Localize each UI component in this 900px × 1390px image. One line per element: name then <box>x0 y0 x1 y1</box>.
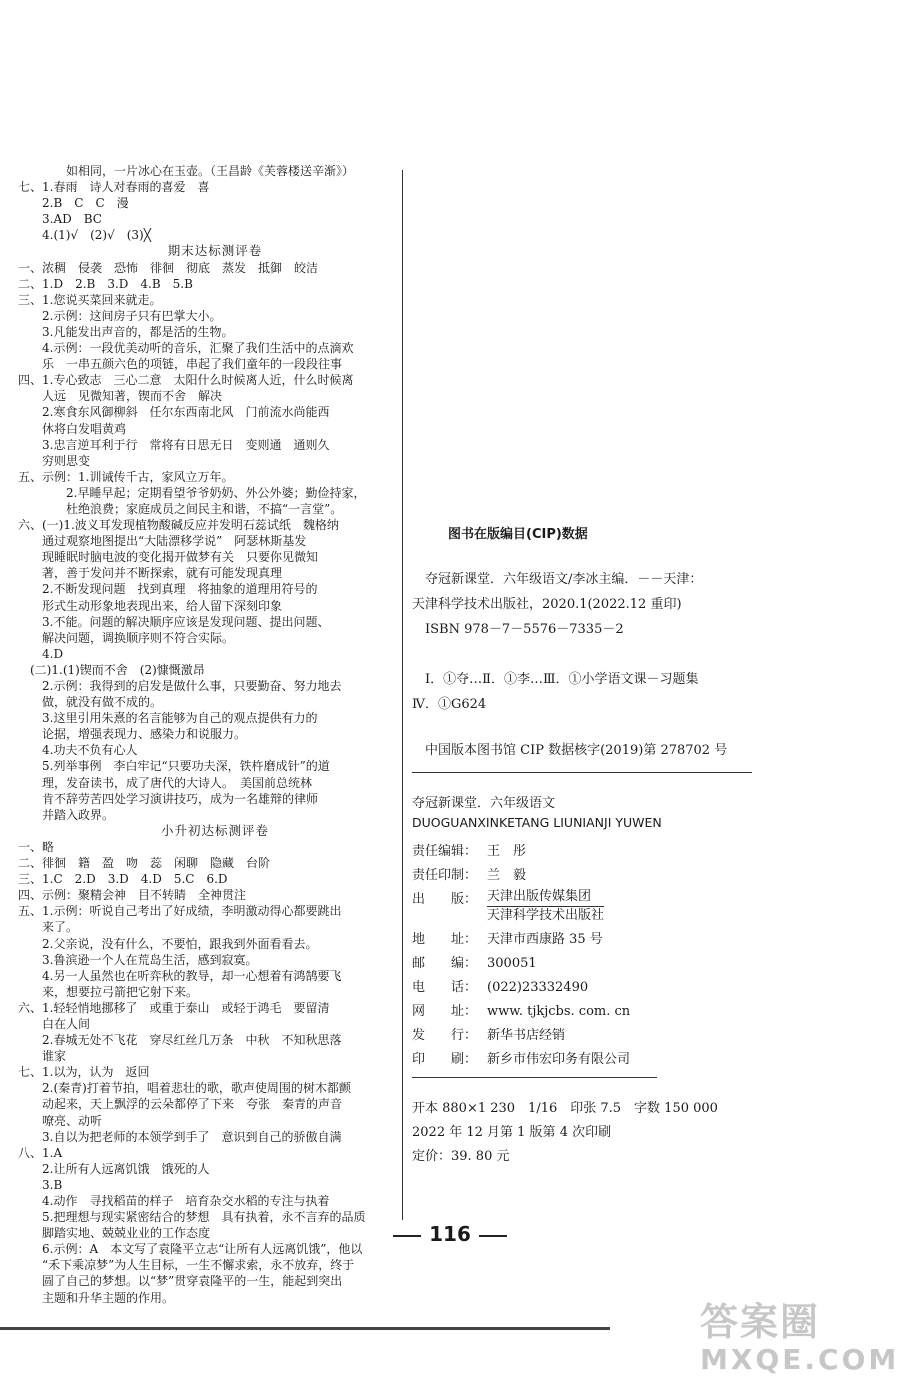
answer-line: 三、1.您说买菜回来就走。 <box>18 292 162 307</box>
answer-line: 3.AD BC <box>18 212 102 227</box>
imprint-printer-value: 新乡市伟宏印务有限公司 <box>487 1052 631 1067</box>
imprint-address-value: 天津市西康路 35 号 <box>487 932 603 947</box>
imprint-publisher-group: 天津出版传媒集团 <box>487 888 604 907</box>
answer-line: 2.早睡早起；定期看望爷爷奶奶、外公外婆；勤俭持家， <box>18 485 366 500</box>
imprint-book-title: 夺冠新课堂．六年级语文 <box>412 796 556 811</box>
watermark-logo <box>700 1300 900 1382</box>
answer-line: 3.B <box>18 1177 63 1192</box>
answer-line: 乐 一串五颜六色的项链，串起了我们童年的一段段往事 <box>18 357 343 372</box>
answer-line: 七、1.春雨 诗人对春雨的喜爱 喜 <box>18 180 210 195</box>
answer-line: 2.示例：我得到的启发是做什么事，只要勤奋、努力地去 <box>18 679 342 693</box>
answer-line: 4.示例：一段优美动听的音乐，汇聚了我们生活中的点滴欢 <box>18 341 354 356</box>
watermark-top: 答案圈 <box>700 1300 821 1344</box>
cip-isbn: ISBN 978－7－5576－7335－2 <box>412 622 624 637</box>
answer-line: 脚踏实地、兢兢业业的工作态度 <box>18 1226 211 1241</box>
imprint-editor <box>412 840 526 859</box>
answer-line: 5.列举事例 李白牢记“只要功夫深，铁杵磨成针”的道 <box>18 759 330 774</box>
page-number-dash-right <box>479 1235 507 1237</box>
watermark-bottom: MXQE.COM <box>700 1343 900 1376</box>
cip-rule <box>412 772 752 773</box>
answer-line: 圆了自己的梦想。以“梦”贯穿袁隆平的一生，能起到突出 <box>18 1274 343 1289</box>
answer-line: 四、示例：聚精会神 目不转睛 全神贯注 <box>18 888 247 903</box>
imprint-phone <box>412 976 588 995</box>
imprint-address <box>412 928 603 947</box>
imprint-print-manager <box>412 864 526 883</box>
answer-line: 四、1.专心致志 三心二意 太阳什么时候离人近，什么时候离 <box>18 373 354 388</box>
answer-line: 人远 见微知著，锲而不舍 解决 <box>18 389 223 404</box>
cip-line-1: 夺冠新课堂．六年级语文/李冰主编．－－天津： <box>412 572 703 587</box>
imprint-publisher <box>412 888 604 925</box>
answer-line: 6.示例：A 本文写了袁隆平立志“让所有人远离饥饿”，他以 <box>18 1242 363 1257</box>
answer-line: 4.(1)√ (2)√ (3)╳ <box>18 228 151 243</box>
imprint-distribution <box>412 1024 565 1043</box>
answer-line: 5.把理想与现实紧密结合的梦想 具有执着，永不言弃的品质 <box>18 1210 366 1225</box>
answer-line: 4.D <box>18 646 64 661</box>
imprint-phone-key: 电 话： <box>412 980 478 995</box>
answer-key-column <box>18 163 412 1306</box>
imprint-publisher-box <box>487 888 604 925</box>
answer-line: 五、1.示例：听说自己考出了好成绩，李明激动得心都要跳出 <box>18 904 342 919</box>
answer-line: 4.功夫不负有心人 <box>18 743 138 758</box>
answer-line: 休将白发唱黄鸡 <box>18 421 127 436</box>
answer-line: 来了。 <box>18 920 79 935</box>
answer-line: 4.另一人虽然也在听弈秋的教导，却一心想着有鸿鹄要飞 <box>18 968 342 983</box>
imprint-distribution-key: 发 行： <box>412 1028 478 1043</box>
answer-line: 通过观察地图提出“大陆漂移学说” 阿瑟林斯基发 <box>18 534 307 549</box>
answer-line: 解决问题，调换顺序则不符合实际。 <box>18 630 235 645</box>
imprint-phone-value: (022)23332490 <box>487 980 589 995</box>
answer-line: 来，想要拉弓箭把它射下来。 <box>18 984 199 999</box>
answer-line: 现睡眠时脑电波的变化揭开做梦有关 只要你见微知 <box>18 550 319 565</box>
answer-line: “禾下乘凉梦”为人生目标，一生不懈求索，永不放弃，终于 <box>18 1258 355 1273</box>
imprint-editor-value: 王 彤 <box>487 844 527 859</box>
answer-line: 肯不辞劳苦四处学习演讲技巧，成为一名雄辩的律师 <box>18 791 319 806</box>
answer-line: 2.父亲说，没有什么，不要怕，跟我到外面看看去。 <box>18 936 318 951</box>
page-number-value: 116 <box>429 1222 471 1246</box>
imprint-printer-key: 印 刷： <box>412 1052 478 1067</box>
answer-line: 2.B C C 漫 <box>18 196 129 211</box>
imprint-print-manager-key: 责任印制： <box>412 868 478 883</box>
answer-line: 3.不能。问题的解决顺序应该是发现问题、提出问题、 <box>18 614 330 629</box>
answer-line: 八、1.A <box>18 1145 63 1160</box>
answer-line: 3.鲁滨逊一个人在荒岛生活，感到寂寞。 <box>18 952 258 967</box>
answer-line: 并踏入政界。 <box>18 807 115 822</box>
answer-line: 七、1.以为，认为 返回 <box>18 1065 150 1080</box>
answer-line: 五、示例：1.训诫传千古，家风立万年。 <box>18 469 234 484</box>
imprint-edition: 2022 年 12 月第 1 版第 4 次印刷 <box>412 1125 612 1140</box>
imprint-website-key: 网 址： <box>412 1004 478 1019</box>
cip-line-4: Ⅰ．①夺…Ⅱ．①李…Ⅲ．①小学语文课－习题集 <box>412 672 699 687</box>
answer-line: 理，发奋读书，成了唐代的大诗人。 美国前总统林 <box>18 775 313 790</box>
answer-line: 一、略 <box>18 839 55 854</box>
answer-line: 六、(一)1.波义耳发现植物酸碱反应并发明石蕊试纸 魏格纳 <box>18 518 339 533</box>
answer-line: 形式生动形象地表现出来，给人留下深刻印象 <box>18 598 283 613</box>
page-number-dash-left <box>393 1235 421 1237</box>
imprint-price: 定价：39. 80 元 <box>412 1149 510 1164</box>
answer-line: 六、1.轻轻悄地挪移了 或重于泰山 或轻于鸿毛 要留清 <box>18 1000 330 1015</box>
answer-line: 一、浓稠 侵袭 恐怖 徘徊 彻底 蒸发 抵御 皎洁 <box>18 260 319 275</box>
cip-line-6: 中国版本图书馆 CIP 数据核字(2019)第 278702 号 <box>412 743 728 758</box>
imprint-spec: 开本 880×1 230 1/16 印张 7.5 字数 150 000 <box>412 1101 718 1116</box>
answer-line: 谁家 <box>18 1049 67 1064</box>
imprint-postcode-value: 300051 <box>487 956 537 971</box>
answer-line: 二、徘徊 籍 盈 吻 蕊 闲聊 隐藏 台阶 <box>18 856 271 871</box>
answer-line: 2.示例：这间房子只有巴掌大小。 <box>18 308 222 323</box>
answer-line: (二)1.(1)锲而不舍 (2)慷慨激昂 <box>18 662 205 677</box>
answer-line: 嘹亮、动听 <box>18 1113 103 1128</box>
answer-line: 3.忠言逆耳利于行 常将有日思无日 变则通 通则久 <box>18 437 330 452</box>
imprint-postcode <box>412 952 537 971</box>
imprint-postcode-key: 邮 编： <box>412 956 478 971</box>
answer-line: 如相同，一片冰心在玉壶。（王昌龄《芙蓉楼送辛渐》） <box>18 164 355 178</box>
imprint-publisher-house: 天津科学技术出版社 <box>487 908 605 923</box>
section-heading: 期末达标测评卷 <box>167 243 263 259</box>
section-heading: 小升初达标测评卷 <box>160 822 269 838</box>
answer-line: 白在人间 <box>18 1016 91 1031</box>
page-number <box>0 1222 900 1246</box>
answer-line: 穷则思变 <box>18 453 91 468</box>
answer-line: 2.(秦青)打着节拍，唱着悲壮的歌，歌声使周围的树木都颤 <box>18 1081 351 1096</box>
answer-line: 二、1.D 2.B 3.D 4.B 5.B <box>18 276 193 291</box>
answer-line: 3.这里引用朱熹的名言能够为自己的观点提供有力的 <box>18 711 318 726</box>
imprint-website-value: www. tjkjcbs. com. cn <box>487 1004 631 1019</box>
imprint-pinyin: DUOGUANXINKETANG LIUNIANJI YUWEN <box>412 815 662 830</box>
answer-line: 2.让所有人远离饥饿 饿死的人 <box>18 1161 210 1176</box>
answer-line: 三、1.C 2.D 3.D 4.D 5.C 6.D <box>18 872 228 887</box>
answer-line: 做，就没有做不成的。 <box>18 695 163 710</box>
answer-line: 2.寒食东风御柳斜 任尔东西南北风 门前流水尚能西 <box>18 405 330 420</box>
answer-line: 杜绝浪费；家庭成员之间民主和谐，不搞“一言堂”。 <box>18 501 343 516</box>
answer-line: 主题和升华主题的作用。 <box>18 1290 175 1305</box>
imprint-printer <box>412 1048 630 1067</box>
answer-line: 著，善于发问并不断探索，就有可能发现真理 <box>18 566 283 581</box>
column-divider <box>402 170 403 1220</box>
imprint-publisher-key: 出 版： <box>412 892 478 907</box>
cip-line-2: 天津科学技术出版社，2020.1(2022.12 重印) <box>412 597 682 612</box>
imprint-rule <box>412 1077 657 1078</box>
answer-line: 4.动作 寻找稻苗的样子 培育杂交水稻的专注与执着 <box>18 1194 330 1208</box>
cip-line-5: Ⅳ．①G624 <box>412 697 487 712</box>
imprint-editor-key: 责任编辑： <box>412 844 478 859</box>
cip-title: 图书在版编目(CIP)数据 <box>448 527 588 542</box>
answer-line: 3.凡能发出声音的，都是活的生物。 <box>18 324 234 339</box>
answer-line: 3.自以为把老师的本领学到手了 意识到自己的骄傲自满 <box>18 1129 342 1144</box>
imprint-print-manager-value: 兰 毅 <box>487 868 527 883</box>
imprint-address-key: 地 址： <box>412 932 478 947</box>
bottom-rule <box>0 1327 610 1330</box>
imprint-distribution-value: 新华书店经销 <box>487 1028 566 1043</box>
answer-line: 动起来，天上飘浮的云朵都停了下来 夸张 秦青的声音 <box>18 1097 343 1112</box>
imprint-website <box>412 1000 630 1019</box>
answer-line: 论据，增强表现力、感染力和说服力。 <box>18 727 247 742</box>
answer-line: 2.不断发现问题 找到真理 将抽象的道理用符号的 <box>18 582 318 597</box>
answer-line: 2.春城无处不飞花 穿尽红丝几万条 中秋 不知秋思落 <box>18 1033 342 1048</box>
